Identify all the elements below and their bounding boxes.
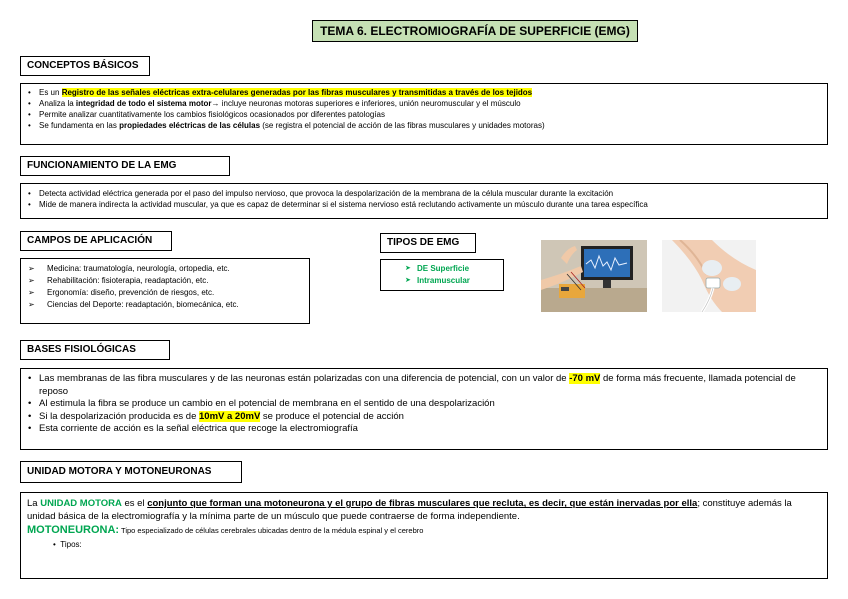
list-item: • Se fundamenta en las propiedades eléctricas de las células (se registra el potencial de acción de las fibras musculares y unidades motoras): [25, 120, 823, 131]
campos-box: [20, 258, 310, 324]
list-item: ➢ Ciencias del Deporte: readaptación, biomecánica, etc.: [25, 299, 305, 311]
section-heading-unidad: UNIDAD MOTORA Y MOTONEURONAS: [20, 461, 242, 483]
list-item: • Es un Registro de las señales eléctricas extra-celulares generadas por las fibras musculares y transmitidas a través de los tejidos: [25, 87, 823, 98]
emg-equipment-photo: [541, 240, 647, 312]
section-heading-tipos: TIPOS DE EMG: [380, 233, 476, 253]
bases-list: [25, 373, 823, 436]
list-item: ➢ Rehabilitación: fisioterapia, readaptación, etc.: [25, 275, 305, 287]
section-heading-campos: CAMPOS DE APLICACIÓN: [20, 231, 172, 251]
list-item: ➢ Medicina: traumatología, neurología, ortopedia, etc.: [25, 263, 305, 275]
list-item: ➤ Intramuscular: [381, 275, 503, 287]
list-item: • Esta corriente de acción es la señal eléctrica que recoge la electromiografía: [25, 423, 823, 436]
unidad-motora-paragraph: La UNIDAD MOTORA es el conjunto que forman una motoneurona y el grupo de fibras musculares que recluta, es decir, que están inervadas por ella; constituye además la unidad básica de la electromiografía y la mínima parte de un músculo que puede contraerse de forma independiente.: [27, 498, 792, 522]
funcionamiento-list: [25, 188, 823, 210]
list-item: • Si la despolarización producida es de 10mV a 20mV se produce el potencial de acción: [25, 411, 823, 424]
bullet-icon: •: [53, 539, 61, 549]
list-item: • Permite analizar cuantitativamente los cambios fisiológicos ocasionados por diferentes patologías: [25, 109, 823, 120]
list-item: • Al estimula la fibra se produce un cambio en el potencial de membrana en el sentido de una despolarización: [25, 398, 823, 411]
depolarization-range-value: 10mV a 20mV: [199, 410, 261, 422]
tipos-list: [381, 263, 503, 287]
page-title: TEMA 6. ELECTROMIOGRAFÍA DE SUPERFICIE (EMG): [312, 20, 638, 42]
campos-list: [25, 263, 305, 311]
list-item: ➢ Ergonomía: diseño, prevención de riesgos, etc.: [25, 287, 305, 299]
list-item: • Las membranas de las fibra musculares y de las neuronas están polarizadas con una diferencia de potencial, con un valor de -70 mV de forma más frecuente, llamada potencial de reposo: [25, 373, 823, 398]
motoneurona-term: MOTONEURONA:: [27, 524, 120, 536]
unidad-box: [20, 492, 828, 579]
conceptos-box: [20, 83, 828, 145]
unidad-motora-term: UNIDAD MOTORA: [40, 498, 122, 509]
bases-box: [20, 368, 828, 450]
section-heading-bases: BASES FISIOLÓGICAS: [20, 340, 170, 360]
tipos-box: [380, 259, 504, 291]
list-item: • Analiza la integridad de todo el sistema motor→ incluye neuronas motoras superiores e inferiores, unión neuromuscular y el músculo: [25, 98, 823, 109]
conceptos-list: [25, 87, 823, 131]
funcionamiento-box: [20, 183, 828, 219]
emg-equipment-illustration: [541, 240, 647, 312]
motoneurona-paragraph: MOTONEURONA: Tipo especializado de células cerebrales ubicadas dentro de la médula espinal y el cerebro: [27, 524, 424, 536]
section-heading-conceptos: CONCEPTOS BÁSICOS: [20, 56, 150, 76]
section-heading-funcionamiento: FUNCIONAMIENTO DE LA EMG: [20, 156, 230, 176]
highlighted-definition: Registro de las señales eléctricas extra-celulares generadas por las fibras musculares y transmitidas a través de los tejidos: [61, 88, 533, 97]
electrode-arm-illustration: [662, 240, 756, 312]
list-item: ➤ DE Superficie: [381, 263, 503, 275]
electrode-arm-photo: [662, 240, 756, 312]
resting-potential-value: -70 mV: [569, 373, 601, 384]
list-item: • Mide de manera indirecta la actividad muscular, ya que es capaz de determinar si el sistema nervioso está reclutando activamente un músculo durante una tarea específica: [25, 199, 823, 210]
tipos-subitem: • Tipos:: [53, 539, 82, 549]
list-item: • Detecta actividad eléctrica generada por el paso del impulso nervioso, que provoca la despolarización de la membrana de la célula muscular durante la excitación: [25, 188, 823, 199]
